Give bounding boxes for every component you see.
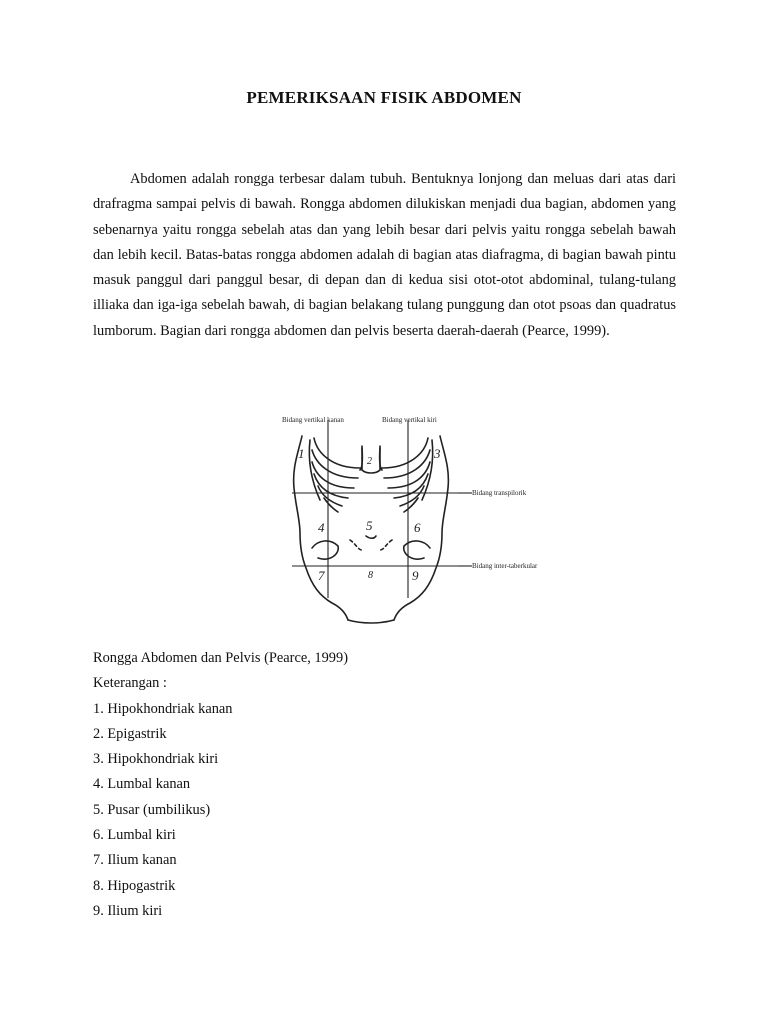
inguinal-dashed-right: [380, 540, 392, 550]
abdomen-diagram-svg: [262, 408, 552, 633]
region-number-1: 1: [298, 446, 305, 461]
label-transpyloric-plane: Bidang transpilorik: [472, 489, 527, 497]
body-paragraph: Abdomen adalah rongga terbesar dalam tubuh. Bentuknya lonjong dan meluas dari atas dari drafragma sampai pelvis di bawah. Rongga abdomen dilukiskan menjadi dua bagian, abdomen yang sebenarnya yaitu rongga sebelah atas dan yang lebih besar dari pelvis yaitu rongga sebelah bawah dan lebih kecil. Batas-batas rongga abdomen adalah di bagian atas diafragma, di bagian bawah pintu masuk panggul dari panggul besar, di depan dan di kedua sisi otot-otot abdominal, tulang-tulang illiaka dan iga-iga sebelah bawah, di bagian belakang tulang punggung dan otot psoas dan quadratus lumborum. Bagian dari rongga abdomen dan pelvis beserta daerah-daerah (Pearce, 1999).: [93, 171, 676, 339]
umbilicus-mark: [366, 536, 376, 538]
region-number-5: 5: [366, 518, 373, 533]
region-number-9: 9: [412, 568, 419, 583]
region-number-2: 2: [367, 456, 372, 467]
abdomen-regions-figure: [262, 408, 552, 633]
legend-item: 5. Pusar (umbilikus): [93, 801, 211, 818]
document-title: PEMERIKSAAN FISIK ABDOMEN: [246, 88, 522, 107]
iliac-crest-left: [312, 541, 338, 559]
label-vertical-plane-right: Bidang vertikal kanan: [282, 416, 344, 424]
ribs-left: [309, 438, 362, 512]
legend-item: 8. Hipogastrik: [93, 877, 176, 894]
legend-item: 7. Ilium kanan: [93, 852, 177, 869]
legend-item: 2. Epigastrik: [93, 725, 167, 742]
label-vertical-plane-left: Bidang vertikal kiri: [382, 416, 437, 424]
region-number-4: 4: [318, 520, 325, 535]
legend-item: 4. Lumbal kanan: [93, 776, 191, 793]
caption-block: [93, 646, 676, 924]
region-number-6: 6: [414, 520, 421, 535]
inguinal-dashed-left: [350, 540, 362, 550]
region-number-7: 7: [318, 568, 325, 583]
legend-item: 6. Lumbal kiri: [93, 827, 176, 844]
region-number-3: 3: [434, 446, 441, 461]
legend-heading: Keterangan :: [93, 675, 167, 692]
legend-item: 3. Hipokhondriak kiri: [93, 751, 219, 768]
ribs-right: [380, 438, 433, 512]
torso-outline-bottom: [348, 620, 394, 623]
legend-item: 1. Hipokhondriak kanan: [93, 700, 233, 717]
figure-caption: Rongga Abdomen dan Pelvis (Pearce, 1999): [93, 650, 348, 666]
label-intertubercular-plane: Bidang inter-taberkular: [472, 562, 538, 570]
legend-item: 9. Ilium kiri: [93, 902, 163, 919]
region-number-8: 8: [368, 570, 373, 581]
torso-outline-right: [394, 436, 448, 620]
